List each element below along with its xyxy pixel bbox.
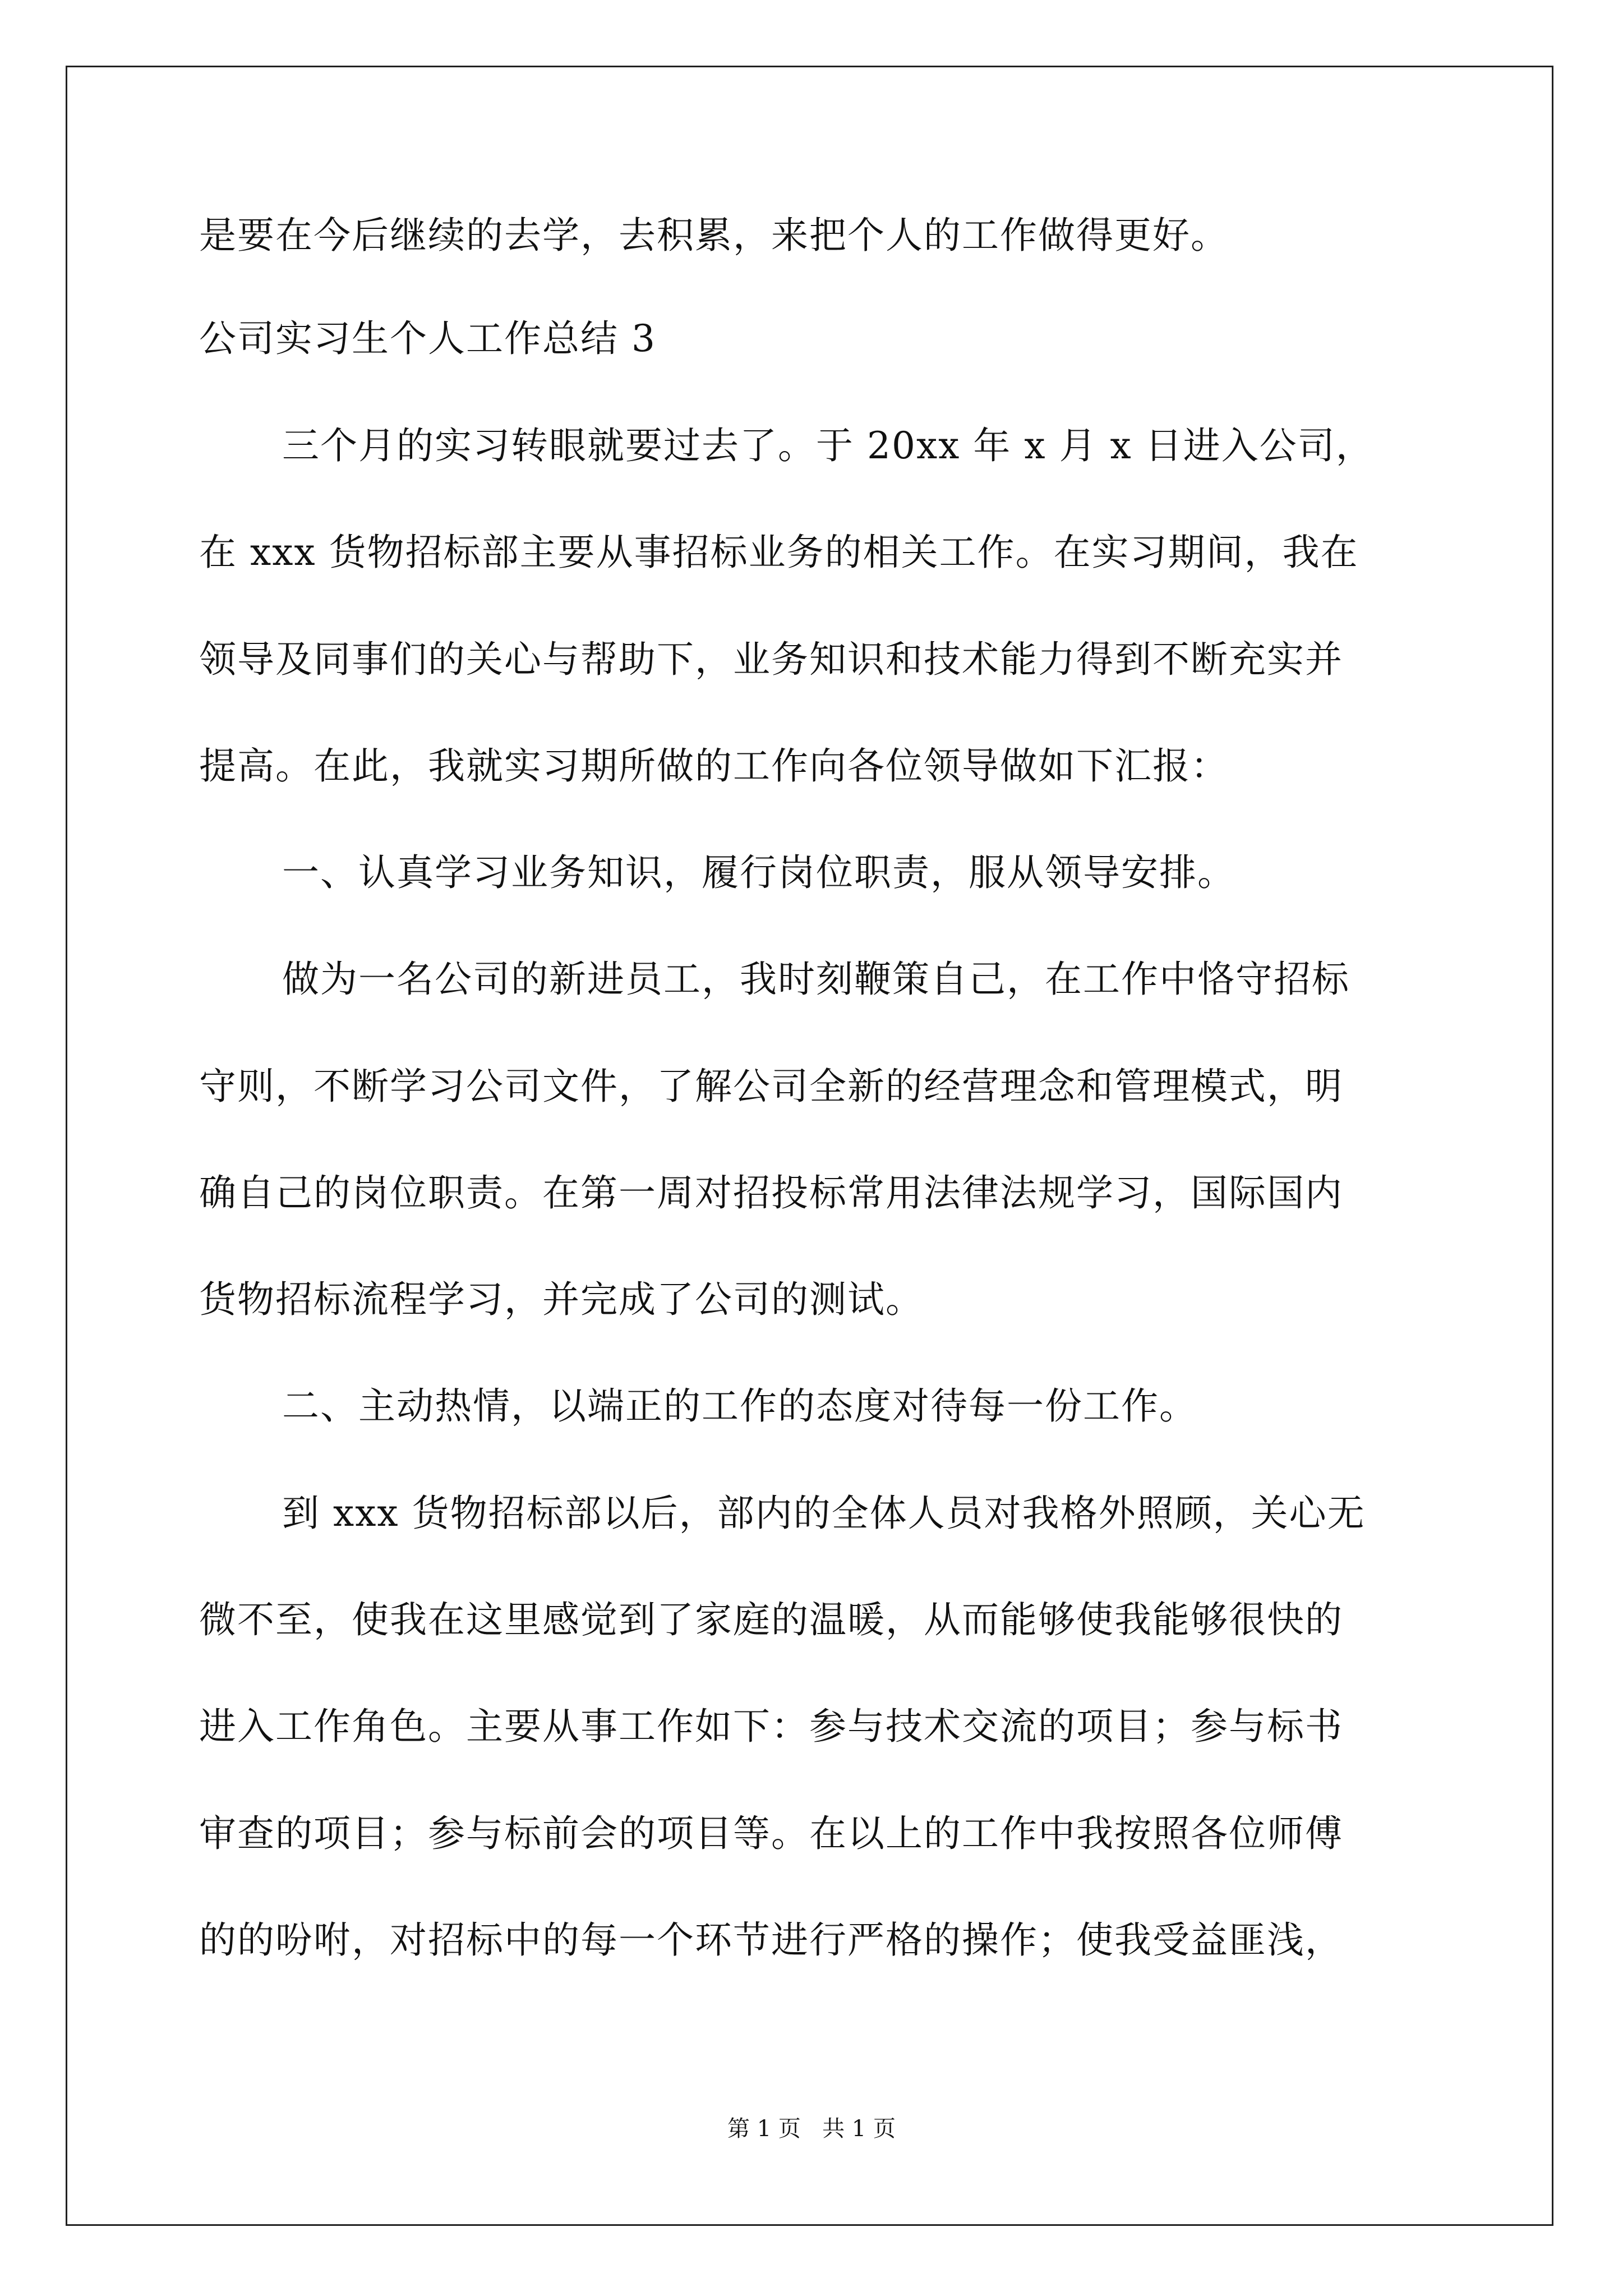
paragraph-line: 微不至，使我在这里感觉到了家庭的温暖，从而能够使我能够很快的 [199,1598,1343,1641]
paragraph-line: 守则，不断学习公司文件，了解公司全新的经营理念和管理模式，明 [199,1065,1343,1108]
text-line: 是要在今后继续的去学，去积累，来把个人的工作做得更好。 [199,214,1229,257]
paragraph-line: 货物招标流程学习，并完成了公司的测试。 [199,1278,924,1321]
paragraph-line: 提高。在此，我就实习期所做的工作向各位领导做如下汇报： [199,744,1229,788]
paragraph-line: 进入工作角色。主要从事工作如下：参与技术交流的项目；参与标书 [199,1705,1343,1748]
paragraph-line: 到 xxx 货物招标部以后，部内的全体人员对我格外照顾，关心无 [282,1492,1366,1535]
subheading-line: 一、认真学习业务知识，履行岗位职责，服从领导安排。 [282,851,1235,894]
paragraph-line: 确自己的岗位职责。在第一周对招投标常用法律法规学习，国际国内 [199,1171,1343,1214]
page-border [66,66,1553,2226]
page-number-footer: 第 1 页 共 1 页 [727,2116,896,2142]
paragraph-line: 审查的项目；参与标前会的项目等。在以上的工作中我按照各位师傅 [199,1812,1343,1855]
section-heading: 公司实习生个人工作总结 3 [199,317,656,360]
subheading-line: 二、主动热情，以端正的工作的态度对待每一份工作。 [282,1384,1197,1428]
paragraph-line: 做为一名公司的新进员工，我时刻鞭策自己，在工作中恪守招标 [282,958,1350,1001]
paragraph-line: 领导及同事们的关心与帮助下，业务知识和技术能力得到不断充实并 [199,638,1343,681]
paragraph-line: 在 xxx 货物招标部主要从事招标业务的相关工作。在实习期间，我在 [199,531,1359,574]
paragraph-line: 三个月的实习转眼就要过去了。于 20xx 年 x 月 x 日进入公司， [282,424,1374,467]
paragraph-line: 的的吩咐，对招标中的每一个环节进行严格的操作；使我受益匪浅， [199,1918,1343,1962]
